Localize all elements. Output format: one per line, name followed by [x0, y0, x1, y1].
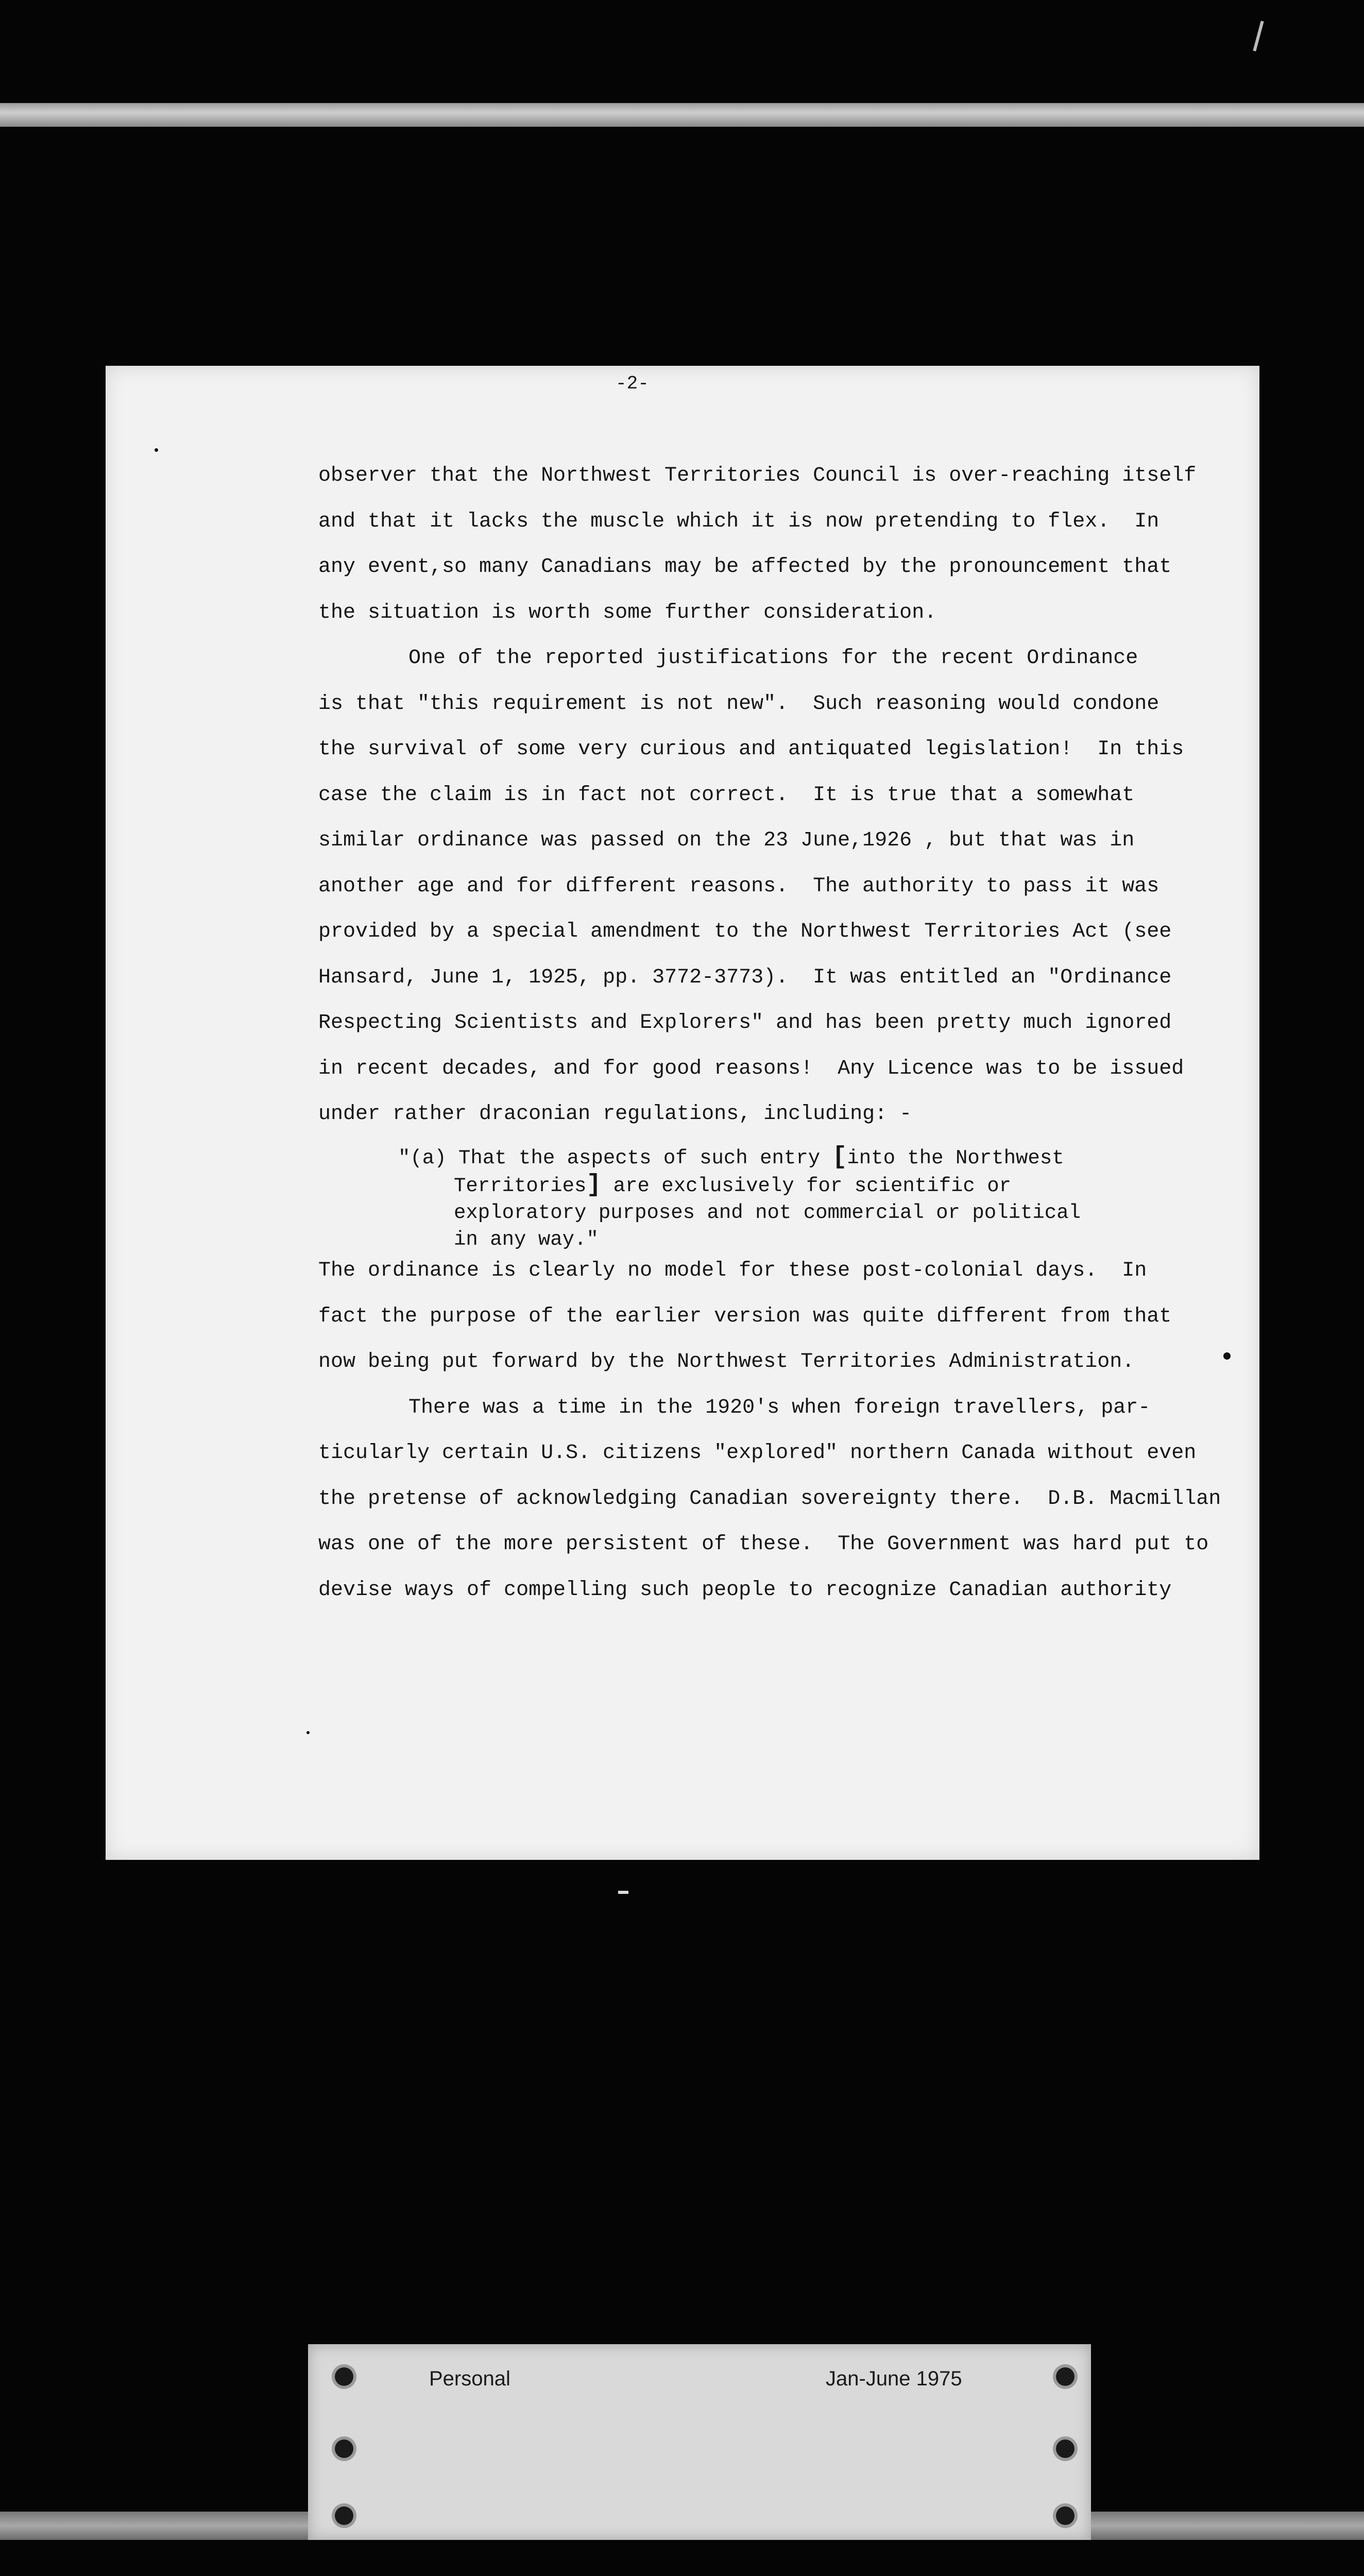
text-line: One of the reported justifications for the recent Ordinance	[408, 647, 1138, 670]
text-line: Hansard, June 1, 1925, pp. 3772-3773). It was entitled an "Ordinance	[318, 965, 1172, 989]
punch-hole	[1056, 2367, 1075, 2386]
quote-line: exploratory purposes and not commercial or political	[454, 1201, 1081, 1224]
text-line: in recent decades, and for good reasons! Any Licence was to be issued	[318, 1057, 1184, 1080]
text-line: observer that the Northwest Territories Council is over-reaching itself	[318, 464, 1197, 487]
punch-hole	[1056, 2439, 1075, 2458]
page-number: -2-	[616, 373, 649, 394]
text-line: the survival of some very curious and antiquated legislation! In this	[318, 738, 1184, 761]
bracket-mark: ]	[586, 1171, 602, 1199]
file-date-range: Jan-June 1975	[826, 2367, 962, 2390]
file-category: Personal	[429, 2367, 510, 2390]
quote-text: "(a) That the aspects of such entry	[398, 1147, 832, 1170]
film-strip-top	[0, 103, 1364, 127]
punch-hole	[335, 2439, 353, 2458]
file-label-card	[308, 2344, 1091, 2540]
bracket-mark: [	[832, 1143, 847, 1171]
text-line: the situation is worth some further consideration.	[318, 601, 937, 624]
punch-hole	[335, 2506, 353, 2525]
text-line: ticularly certain U.S. citizens "explored" northern Canada without even	[318, 1442, 1197, 1465]
film-mark	[618, 1891, 628, 1894]
quote-text: are exclusively for scientific or	[601, 1175, 1011, 1197]
quote-line: in any way."	[454, 1228, 599, 1251]
text-line: The ordinance is clearly no model for these post-colonial days. In	[318, 1259, 1147, 1282]
text-line: provided by a special amendment to the Northwest Territories Act (see	[318, 920, 1172, 943]
scan-speck	[1223, 1352, 1231, 1360]
punch-hole	[1056, 2506, 1075, 2525]
body-text-bottom	[318, 1248, 1221, 1613]
text-line: now being put forward by the Northwest Territories Administration.	[318, 1350, 1135, 1374]
scan-speck	[306, 1731, 310, 1734]
text-line: the pretense of acknowledging Canadian sovereignty there. D.B. Macmillan	[318, 1487, 1221, 1511]
quote-text: Territories	[454, 1175, 587, 1197]
text-line: There was a time in the 1920's when foreign travellers, par-	[408, 1396, 1151, 1419]
text-line: was one of the more persistent of these. The Government was hard put to	[318, 1533, 1209, 1556]
body-text-top	[318, 453, 1204, 1138]
text-line: case the claim is in fact not correct. It is true that a somewhat	[318, 783, 1135, 807]
text-line: any event,so many Canadians may be affected by the pronouncement that	[318, 555, 1172, 579]
text-line: under rather draconian regulations, including: -	[318, 1103, 912, 1126]
punch-hole	[335, 2367, 353, 2386]
text-line: fact the purpose of the earlier version was quite different from that	[318, 1304, 1172, 1328]
text-line: similar ordinance was passed on the 23 June,1926 , but that was in	[318, 829, 1135, 852]
quote-line	[398, 1144, 1081, 1172]
block-quote	[398, 1144, 1081, 1253]
quote-line	[398, 1172, 1081, 1199]
film-mark	[1253, 21, 1264, 52]
document-page	[106, 366, 1259, 1860]
text-line: Respecting Scientists and Explorers" and has been pretty much ignored	[318, 1011, 1172, 1035]
scan-speck	[155, 448, 158, 452]
text-line: devise ways of compelling such people to recognize Canadian authority	[318, 1578, 1172, 1602]
text-line: another age and for different reasons. The authority to pass it was	[318, 874, 1160, 898]
text-line: and that it lacks the muscle which it is now pretending to flex. In	[318, 510, 1160, 533]
text-line: is that "this requirement is not new". Such reasoning would condone	[318, 692, 1160, 716]
quote-text: into the Northwest	[847, 1147, 1064, 1170]
